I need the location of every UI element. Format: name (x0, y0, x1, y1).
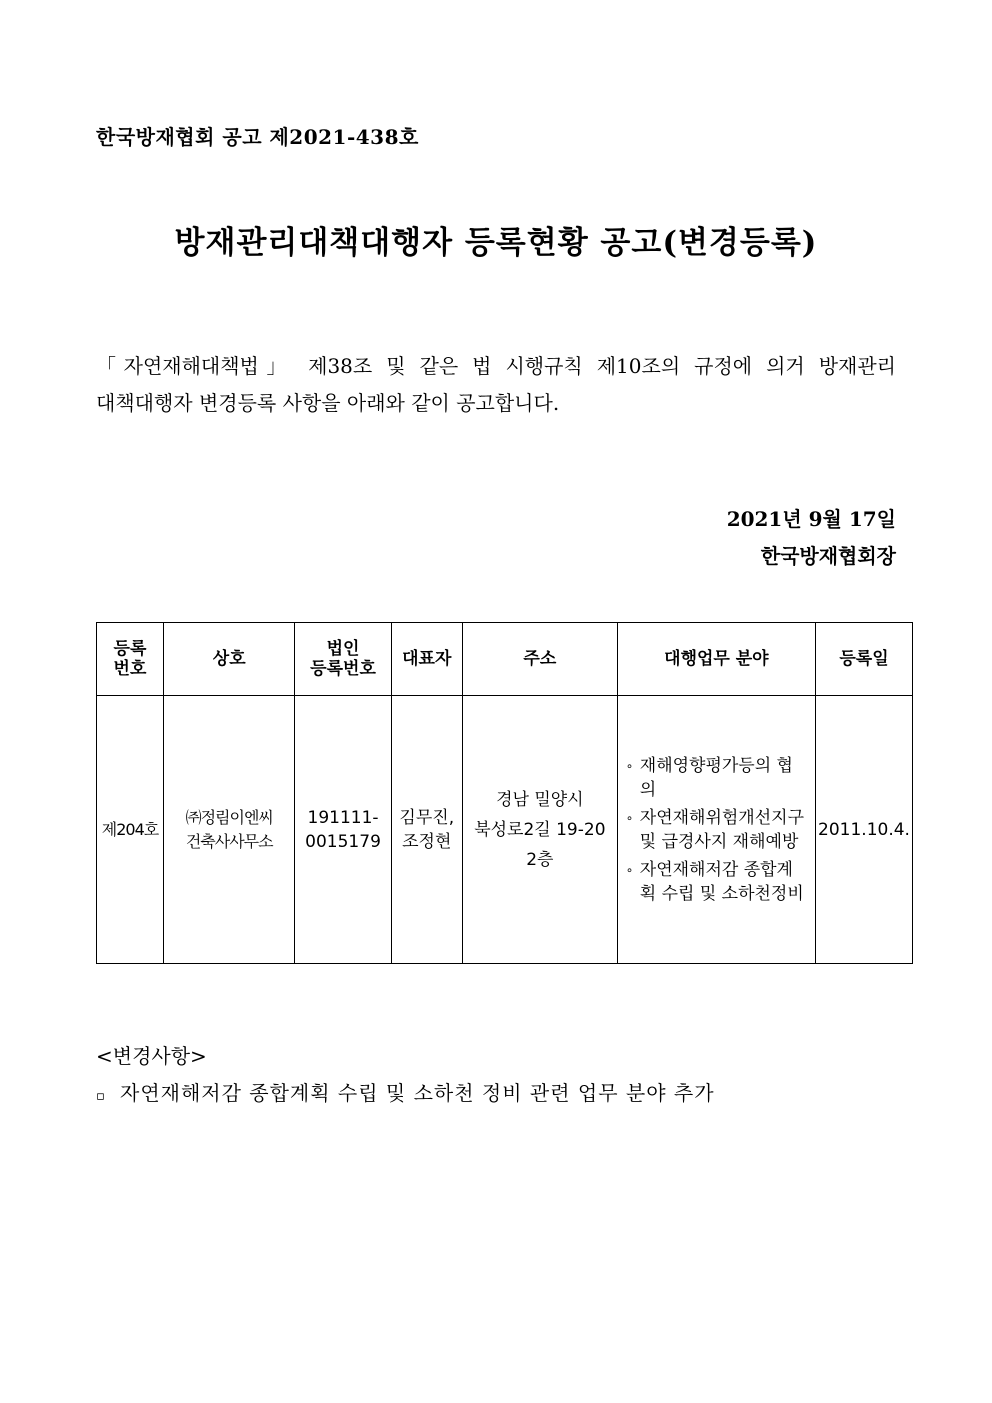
signer: 한국방재협회장 (760, 544, 896, 568)
field-list (620, 754, 813, 906)
header-representative: 대표자 (391, 623, 462, 696)
list-item: ∘ 자연재해저감 종합계획 수립 및 소하천정비 (625, 859, 804, 904)
header-corp-no: 법인 등록번호 (295, 623, 391, 696)
notice-number: 한국방재협회 공고 제2021-438호 (96, 125, 419, 149)
header-field: 대행업무 분야 (617, 623, 815, 696)
cell-address: 경남 밀양시 북성로2길 19-20 2층 (462, 696, 617, 964)
table-row (97, 696, 913, 964)
ring-bullet-icon: ∘ (625, 810, 634, 825)
notice-body (96, 348, 896, 422)
cell-corp-no: 191111- 0015179 (295, 696, 391, 964)
table-header-row (97, 623, 913, 696)
cell-reg-no: 제204호 (97, 696, 164, 964)
document-title: 방재관리대책대행자 등록현황 공고(변경등록) (174, 225, 818, 261)
notice-date: 2021년 9월 17일 (726, 507, 896, 531)
square-bullet-icon: ▫ (96, 1089, 106, 1104)
cell-field (617, 696, 815, 964)
header-reg-date: 등록일 (816, 623, 913, 696)
registration-table (96, 622, 913, 964)
header-company: 상호 (163, 623, 295, 696)
cell-company: ㈜정림이엔씨 건축사사무소 (163, 696, 295, 964)
body-line-2: 대책대행자 변경등록 사항을 아래와 같이 공고합니다. (96, 391, 560, 415)
header-address: 주소 (462, 623, 617, 696)
body-line-1: 「자연재해대책법」 제38조 및 같은 법 시행규칙 제10조의 규정에 의거 방재관리 (96, 354, 896, 378)
changes-item (96, 1077, 715, 1106)
header-reg-no: 등록 번호 (97, 623, 164, 696)
list-item: ∘ 자연재해위험개선지구 및 급경사지 재해예방 (625, 807, 804, 852)
list-item: ∘ 재해영향평가등의 협의 (625, 755, 793, 800)
cell-representative: 김무진, 조정현 (391, 696, 462, 964)
changes-item-text: 자연재해저감 종합계획 수립 및 소하천 정비 관련 업무 분야 추가 (120, 1081, 715, 1105)
cell-reg-date: 2011.10.4. (816, 696, 913, 964)
ring-bullet-icon: ∘ (625, 862, 634, 877)
ring-bullet-icon: ∘ (625, 758, 634, 773)
changes-heading: <변경사항> (96, 1044, 207, 1068)
